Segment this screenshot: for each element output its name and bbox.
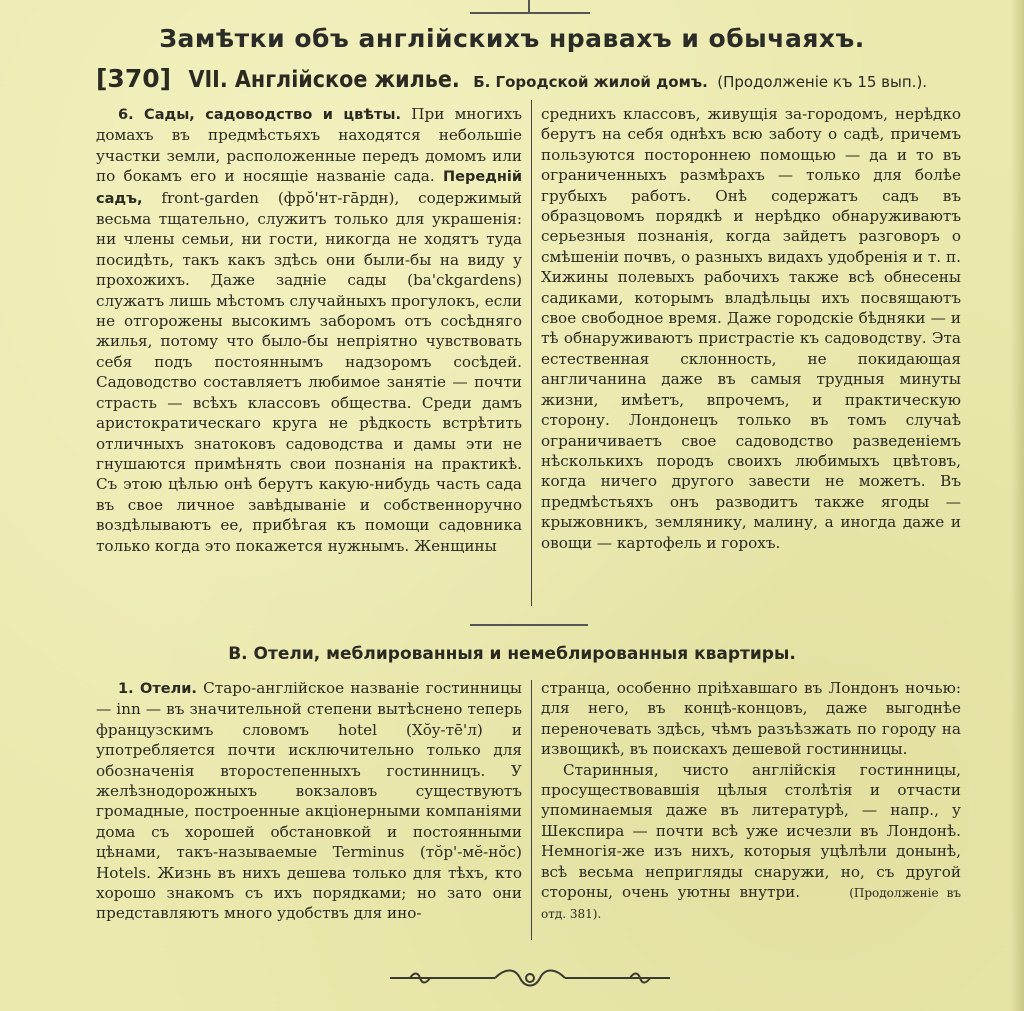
article-subtitle <box>96 64 926 93</box>
paragraph-heading: 6. Сады, садоводство и цвѣты. <box>118 107 402 123</box>
column-divider-top <box>531 100 532 606</box>
continuation-footnote: (Продолженіе въ отд. 381). <box>541 886 962 922</box>
paragraph-text: При многихъ домахъ въ предмѣстьяхъ находятся небольшіе участки земли, расположенные передъ домомъ или по бокамъ его и носящіе названіе сада. <box>96 105 522 186</box>
paragraph-heading: 1. Отели. <box>118 681 197 697</box>
paragraph <box>541 760 961 925</box>
section-title: Б. Городской жилой домъ. <box>473 73 708 91</box>
continuation-note: (Продолженіе къ 15 вып.). <box>717 73 928 91</box>
section-divider <box>470 624 588 626</box>
column-right-top <box>541 104 961 553</box>
paragraph-text: Старинныя, чисто англійскія гостинницы, просуществовавшія цѣлыя столѣтія и отчасти упоминаемыя даже въ литературѣ, — напр., у Шекспира — почти всѣ уже исчезли въ Лондонѣ. Немногія-же изъ нихъ, которыя уцѣлѣли донынѣ, всѣ весьма непригляды снаружи, но, съ другой стороны, очень уютны внутри. <box>541 760 961 902</box>
paragraph-text: front-garden (фрŏ'нт-гāрдн), содержимый весьма тщательно, служитъ только для украшенія: ни члены семьи, ни гости, никогда не ходятъ туда посидѣть, такъ какъ здѣсь они были-бы на виду у прохожихъ. Даже задніе сады (ba'ckgardens) служатъ лишь мѣстомъ случайныхъ прогулокъ, если не отгорожены высокимъ заборомъ отъ сосѣдняго жилья, потому что было-бы непріятно чувствовать себя подъ постояннымъ надзоромъ сосѣдей. Садоводство составляетъ любимое занятіе — почти страсть — всѣхъ классовъ общества. Среди дамъ аристократическаго круга не рѣдкость встрѣтить отличныхъ знатоковъ садоводства и дамы эти не гнушаются примѣнять свои познанія на практикѣ. Съ этою цѣлью онѣ берутъ какую-нибудь часть сада въ свое личное завѣдываніе и собственноручно воздѣлываютъ ее, прибѣгая къ помощи садовника только когда это покажется нужнымъ. Женщины <box>96 188 522 555</box>
paragraph <box>96 678 522 924</box>
ornament-icon <box>380 966 680 990</box>
column-left-top <box>96 104 522 556</box>
column-divider-bottom <box>531 680 532 940</box>
paragraph <box>96 104 522 556</box>
paragraph-text: Старо-англійское названіе гостинницы — inn — въ значительной степени вытѣснено теперь французскимъ словомъ hotel (Xŏy-тē'л) и употребляется почти исключительно только для обозначенія второстепенныхъ гостинницъ. У желѣзнодорожныхъ вокзаловъ существуютъ громадные, построенные акціонерными компаніями дома съ хорошей обстановкой и постоянными цѣнами, такъ-называемые Terminus (тŏр'-мĕ-нŏс) Hotels. Жизнь въ нихъ дешева только для тѣхъ, кто хорошо знакомъ съ ихъ порядками; но зато они представляютъ много удобствъ для ино- <box>96 679 523 923</box>
section-heading: В. Отели, меблированныя и немеблированныя квартиры. <box>228 644 796 664</box>
top-divider <box>470 12 590 14</box>
paragraph-text: среднихъ классовъ, живущія за-городомъ, нерѣдко берутъ на себя однѣхъ всю заботу о садѣ, причемъ пользуются постороннею помощью — да и то въ ограниченныхъ размѣрахъ — только для болѣе грубыхъ работъ. Онѣ содержатъ садъ въ образцовомъ порядкѣ и нерѣдко обнаруживаютъ серьезныя познанія, когда зайдетъ разговоръ о смѣшеніи почвъ, о разныхъ видахъ удобренія и т. п. Хижины полевыхъ рабочихъ также всѣ обнесены садиками, которымъ владѣльцы ихъ посвящаютъ свое свободное время. Даже городскіе бѣдняки — и тѣ обнаруживаютъ пристрастіе къ садоводству. Эта естественная склонность, не покидающая англичанина даже въ самыя трудныя минуты жизни, имѣетъ, впрочемъ, и практическую сторону. Лондонецъ только въ томъ случаѣ ограничиваетъ свое садоводство разведеніемъ нѣсколькихъ породъ своихъ любимыхъ цвѣтовъ, когда ничего другого завести не можетъ. Въ предмѣстьяхъ онъ разводитъ также ягоды — крыжовникъ, землянику, малину, а иногда даже и овощи — картофель и горохъ. <box>541 105 961 552</box>
page-edge <box>1010 0 1024 1011</box>
top-divider-tick <box>528 0 530 14</box>
page-title: Замѣтки объ англійскихъ нравахъ и обычаяхъ. <box>159 24 865 53</box>
column-right-bottom <box>541 678 961 925</box>
chapter-title: VII. Англійское жилье. <box>188 67 460 93</box>
column-left-bottom <box>96 678 522 924</box>
term-bold: Передній садъ, <box>96 169 523 207</box>
paragraph-text: странца, особенно пріѣхавшаго въ Лондонъ ночью: для него, въ концѣ-концовъ, даже выгоднѣе переночевать здѣсь, чѣмъ разъѣзжать по городу на извощикѣ, въ поискахъ дешевой гостинницы. <box>541 679 961 759</box>
article-number: [370] <box>96 64 172 93</box>
